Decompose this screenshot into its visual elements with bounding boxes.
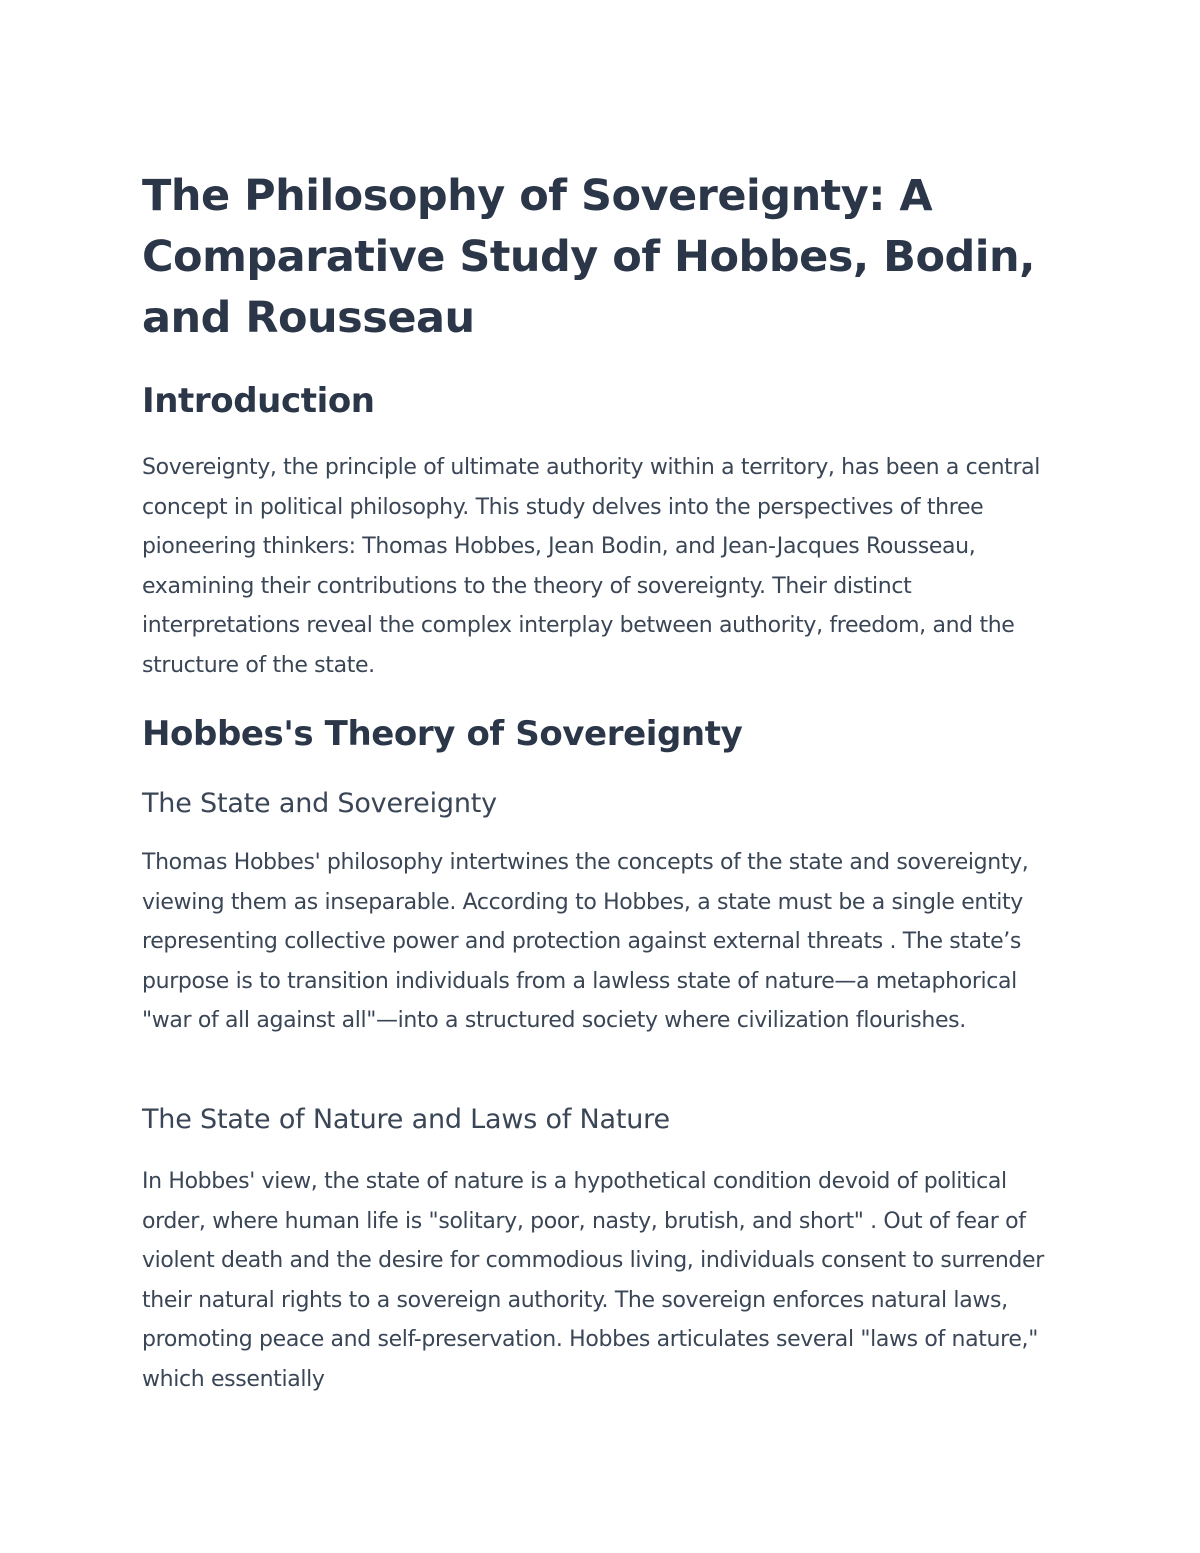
document-title: The Philosophy of Sovereignty: A Comparative Study of Hobbes, Bodin, and Rousseau bbox=[142, 171, 1035, 343]
introduction-paragraph: Sovereignty, the principle of ultimate authority within a territory, has been a central concept in political philosophy. This study delves into the perspectives of three pioneering thinkers: Thomas Hobbes, Jean Bodin, and Jean-Jacques Rousseau, examining their contributions to the theory of sovereignty. Their distinct interpretations reveal the complex interplay between authority, freedom, and the structure of the state. bbox=[142, 455, 1041, 678]
section-heading-introduction: Introduction bbox=[142, 381, 375, 421]
subsection-heading-state-and-sovereignty: The State and Sovereignty bbox=[142, 788, 497, 819]
section-heading-hobbes: Hobbes's Theory of Sovereignty bbox=[142, 714, 743, 754]
state-of-nature-paragraph: In Hobbes' view, the state of nature is a hypothetical condition devoid of political order, where human life is "solitary, poor, nasty, brutish, and short" . Out of fear of violent death and the desire for commodious living, individuals consent to surrender their natural rights to a sovereign authority. The sovereign enforces natural laws, promoting peace and self-preservation. Hobbes articulates several "laws of nature," which essentially bbox=[142, 1169, 1044, 1392]
state-and-sovereignty-paragraph: Thomas Hobbes' philosophy intertwines the concepts of the state and sovereignty, viewing them as inseparable. According to Hobbes, a state must be a single entity representing collective power and protection against external threats . The state’s purpose is to transition individuals from a lawless state of nature—a metaphorical "war of all against all"—into a structured society where civilization flourishes. bbox=[142, 850, 1029, 1034]
subsection-heading-state-of-nature: The State of Nature and Laws of Nature bbox=[142, 1104, 670, 1135]
